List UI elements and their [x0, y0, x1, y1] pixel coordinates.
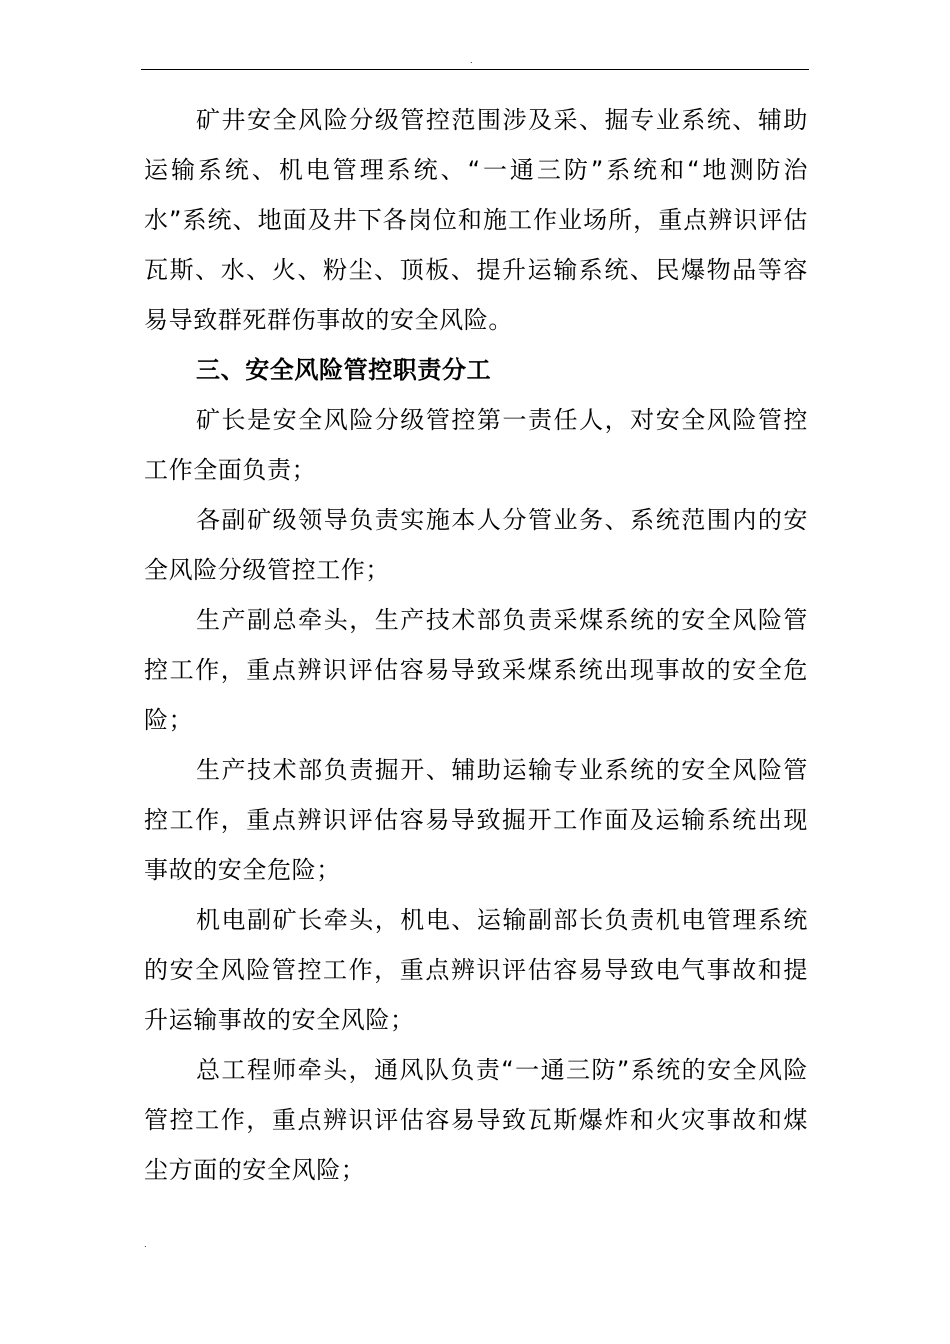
- paragraph-production-deputy: 生产副总牵头，生产技术部负责采煤系统的安全风险管控工作，重点辨识评估容易导致采煤系统出现事故的安全危险；: [144, 606, 808, 734]
- section-heading: 三、安全风险管控职责分工: [196, 356, 492, 384]
- paragraph-mine-director: 矿长是安全风险分级管控第一责任人，对安全风险管控工作全面负责；: [144, 406, 808, 484]
- header-rule: [141, 69, 809, 70]
- footer-mark: .: [144, 1240, 147, 1249]
- paragraph-production-tech-dept: 生产技术部负责掘开、辅助运输专业系统的安全风险管控工作，重点辨识评估容易导致掘开工作面及运输系统出现事故的安全危险；: [144, 756, 808, 884]
- paragraph-chief-engineer: 总工程师牵头，通风队负责“一通三防”系统的安全风险管控工作，重点辨识评估容易导致瓦斯爆炸和火灾事故和煤尘方面的安全风险；: [144, 1056, 808, 1184]
- paragraph-deputy-leaders: 各副矿级领导负责实施本人分管业务、系统范围内的安全风险分级管控工作；: [144, 506, 808, 584]
- paragraph-mechanical-electrical: 机电副矿长牵头，机电、运输副部长负责机电管理系统的安全风险管控工作，重点辨识评估容易导致电气事故和提升运输事故的安全风险；: [144, 906, 808, 1034]
- header-mark: .: [470, 56, 473, 65]
- body-text: [144, 95, 808, 1195]
- paragraph-risk-scope: 矿井安全风险分级管控范围涉及采、掘专业系统、辅助运输系统、机电管理系统、“一通三防”系统和“地测防治水”系统、地面及井下各岗位和施工作业场所，重点辨识评估瓦斯、水、火、粉尘、顶板、提升运输系统、民爆物品等容易导致群死群伤事故的安全风险。: [144, 106, 808, 334]
